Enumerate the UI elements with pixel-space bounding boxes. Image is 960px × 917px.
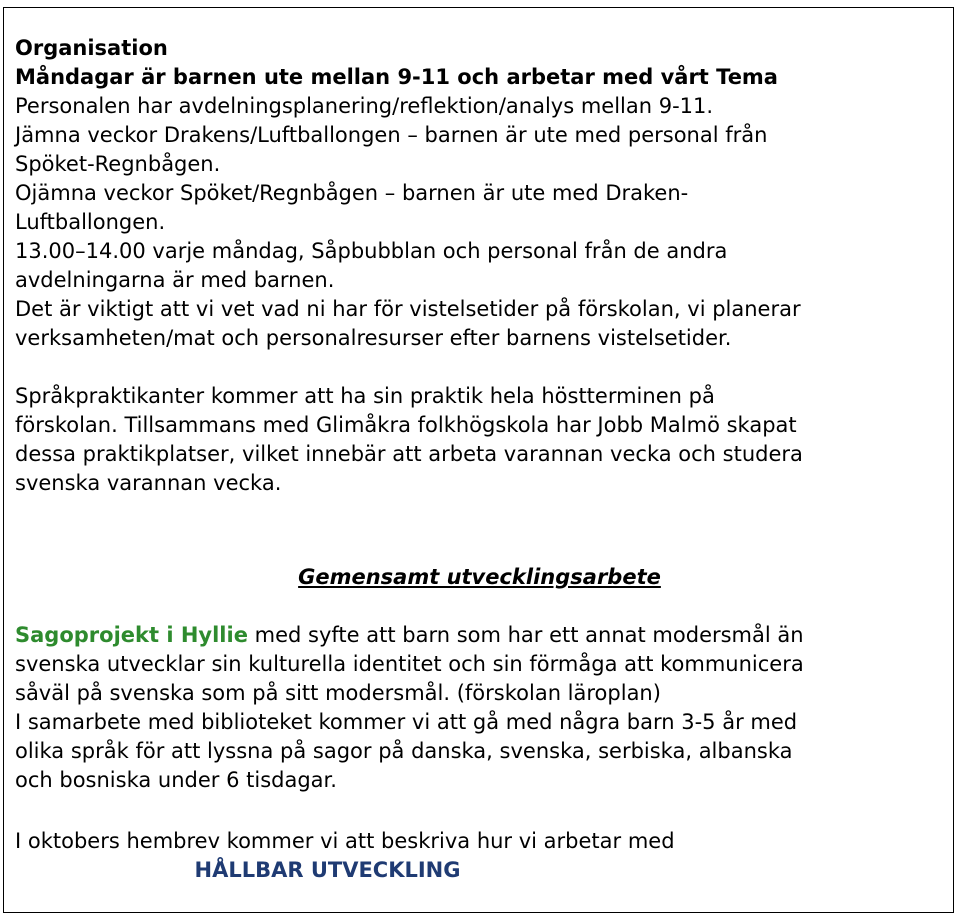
body-line: avdelningarna är med barnen. [15,268,335,292]
section-title: Organisation [15,36,168,60]
body-line: Jämna veckor Drakens/Luftballongen – barnen är ute med personal från [15,123,768,147]
sago-line: såväl på svenska som på sitt modersmål. (förskolan läroplan) [15,681,661,705]
sago-line: svenska utvecklar sin kulturella identitet och sin förmåga att kommunicera [15,652,804,676]
sago-first-rest: med syfte att barn som har ett annat modersmål än [247,623,804,647]
sago-line: och bosniska under 6 tisdagar. [15,768,337,792]
hallbar-utveckling: HÅLLBAR UTVECKLING [194,858,461,882]
praktik-line: förskolan. Tillsammans med Glimåkra folkhögskola har Jobb Malmö skapat [15,413,797,437]
body-line: Det är viktigt att vi vet vad ni har för vistelsetider på förskolan, vi planerar [15,297,801,321]
section-subtitle: Måndagar är barnen ute mellan 9-11 och arbetar med vårt Tema [15,65,778,89]
body-line: Luftballongen. [15,210,166,234]
sago-project-label: Sagoprojekt i Hyllie [15,623,248,647]
body-line: Spöket-Regnbågen. [15,152,221,176]
body-line: Personalen har avdelningsplanering/reflektion/analys mellan 9-11. [15,94,714,118]
praktik-line: Språkpraktikanter kommer att ha sin praktik hela höstterminen på [15,384,715,408]
body-line: 13.00–14.00 varje måndag, Såpbubblan och personal från de andra [15,239,728,263]
body-line: Ojämna veckor Spöket/Regnbågen – barnen är ute med Draken- [15,181,689,205]
sago-line: olika språk för att lyssna på sagor på danska, svenska, serbiska, albanska [15,739,793,763]
sago-first-line [15,621,804,650]
sago-line: I samarbete med biblioteket kommer vi att gå med några barn 3-5 år med [15,710,798,734]
praktik-line: svenska varannan vecka. [15,471,282,495]
hembrev-line: I oktobers hembrev kommer vi att beskriva hur vi arbetar med [15,829,675,853]
body-line: verksamheten/mat och personalresurser efter barnens vistelsetider. [15,326,732,350]
document-page [3,7,954,913]
gemensamt-heading: Gemensamt utvecklingsarbete [298,565,661,589]
praktik-line: dessa praktikplatser, vilket innebär att arbeta varannan vecka och studera [15,442,803,466]
